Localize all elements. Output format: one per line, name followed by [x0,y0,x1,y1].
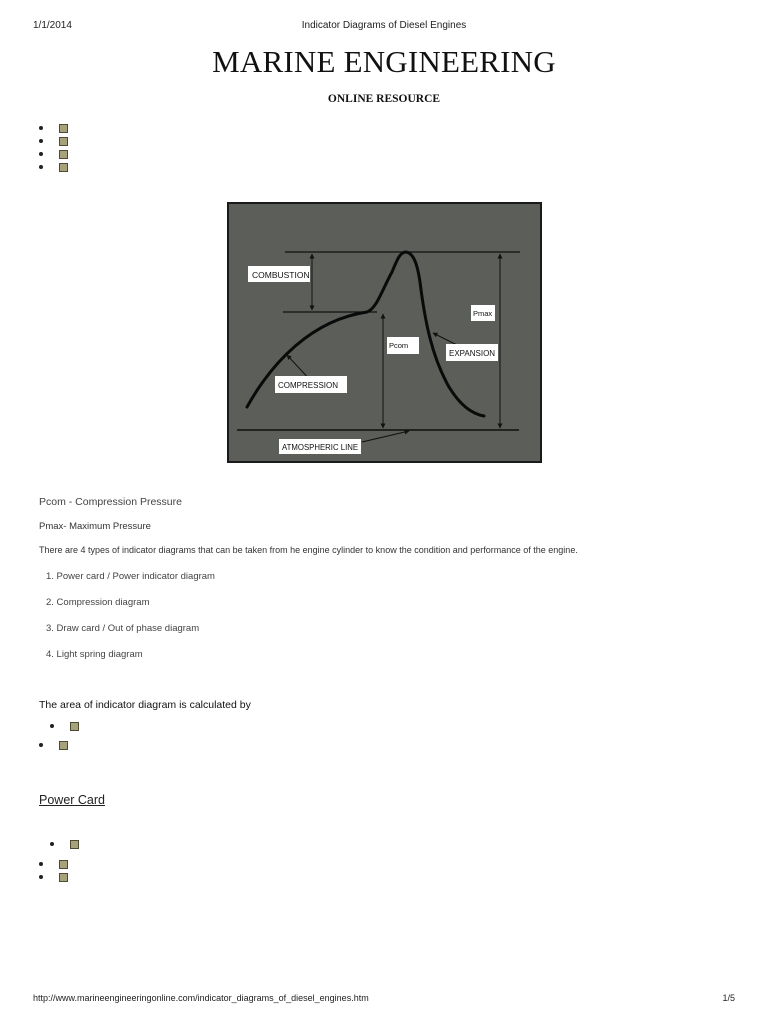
pcom-definition: Pcom - Compression Pressure [39,496,182,508]
broken-image-icon [59,873,68,882]
compression-label: COMPRESSION [278,381,339,390]
footer-url[interactable]: http://www.marineengineeringonline.com/indicator_diagrams_of_diesel_engines.htm [33,993,369,1003]
bullet-dot [39,152,43,156]
bullet-dot [39,165,43,169]
pmax-definition: Pmax- Maximum Pressure [39,521,151,532]
combustion-label: COMBUSTION [252,270,310,280]
broken-image-icon [59,150,68,159]
power-card-heading[interactable]: Power Card [39,793,105,807]
broken-image-icon [59,124,68,133]
intro-paragraph: There are 4 types of indicator diagrams that can be taken from he engine cylinder to know the condition and performance of the engine. [39,545,578,555]
broken-image-icon [59,137,68,146]
header-page-title: Indicator Diagrams of Diesel Engines [301,20,467,31]
area-calculation-text: The area of indicator diagram is calculated by [39,699,251,711]
broken-image-icon [70,840,79,849]
bullet-dot [50,724,54,728]
diagram-type-item: 3. Draw card / Out of phase diagram [46,623,200,634]
site-title: MARINE ENGINEERING [212,44,556,79]
bullet-dot [39,862,43,866]
header-date: 1/1/2014 [33,20,72,31]
site-subtitle: ONLINE RESOURCE [327,93,441,105]
indicator-diagram-image [227,202,542,463]
bullet-dot [50,842,54,846]
bullet-dot [39,743,43,747]
pcom-label: Pcom [389,341,409,350]
bullet-dot [39,875,43,879]
broken-image-icon [59,741,68,750]
footer-page-number: 1/5 [722,993,735,1003]
diagram-type-item: 1. Power card / Power indicator diagram [46,571,215,582]
broken-image-icon [59,860,68,869]
bullet-dot [39,126,43,130]
broken-image-icon [70,722,79,731]
photo-background [229,204,540,461]
diagram-type-item: 4. Light spring diagram [46,649,143,660]
bullet-dot [39,139,43,143]
diagram-type-item: 2. Compression diagram [46,597,150,608]
expansion-label: EXPANSION [449,349,496,358]
atmospheric-label: ATMOSPHERIC LINE [282,443,359,452]
broken-image-icon [59,163,68,172]
pmax-label: Pmax [473,309,493,318]
